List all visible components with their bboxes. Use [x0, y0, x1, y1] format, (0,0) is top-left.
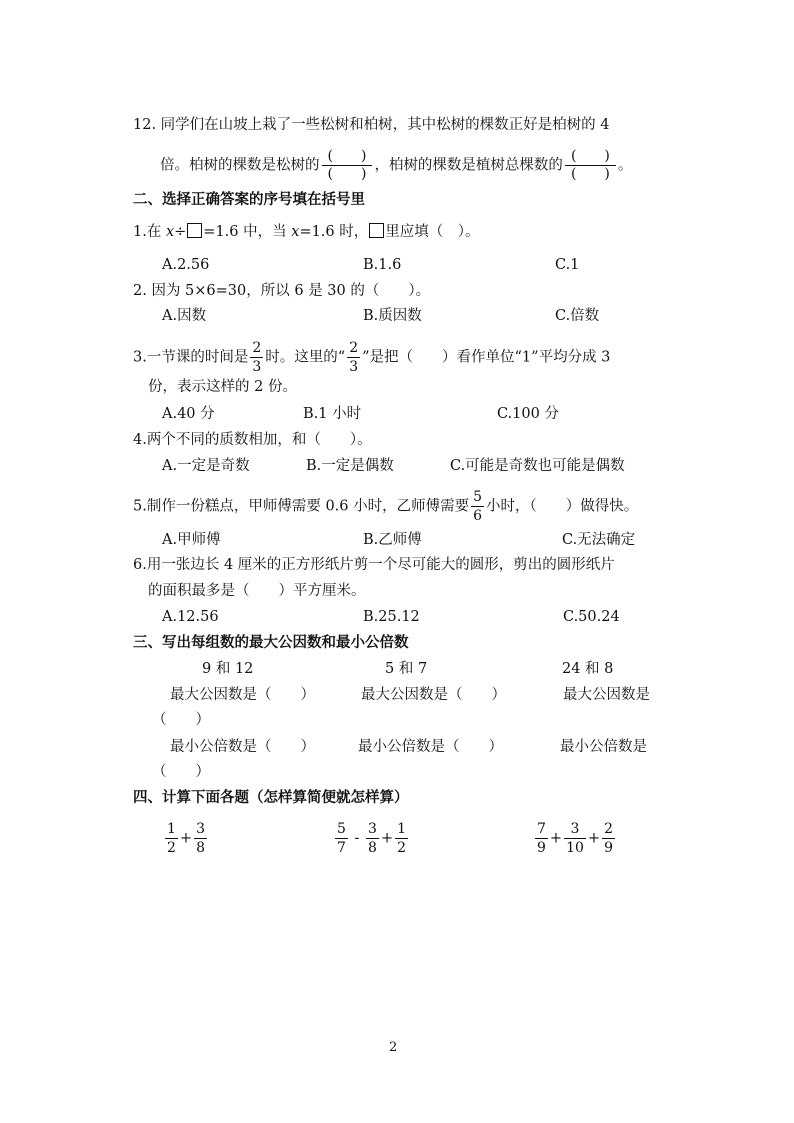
s2-q5-stem: 5.制作一份糕点，甲师傅需要 0.6 小时，乙师傅需要 $\frac{5}{6}$ 小时，（ ）做得快。 [133, 489, 639, 524]
s2-q6-stem-line2: 的面积最多是（ ）平方厘米。 [148, 583, 366, 599]
square-box-icon [187, 223, 202, 238]
q12-blank-fraction-1[interactable]: $\frac{( )}{( )}$ [322, 148, 373, 183]
s2-q3-stem-line2: 份，表示这样的 2 份。 [148, 379, 297, 395]
s2-q5-option-c[interactable]: C.无法确定 [562, 532, 636, 548]
s3-lcm-3[interactable]: 最小公倍数是 [560, 739, 647, 755]
s2-q2-option-a[interactable]: A.因数 [162, 308, 207, 324]
page-number: 2 [389, 1040, 398, 1055]
section-4-heading: 四、计算下面各题（怎样算简便就怎样算） [133, 789, 409, 806]
s2-q3-option-a[interactable]: A.40 分 [162, 406, 215, 422]
s3-group-3: 24 和 8 [562, 661, 614, 677]
s3-lcm-1[interactable]: 最小公倍数是（ ） [170, 739, 315, 755]
s2-q5-option-a[interactable]: A.甲师傅 [162, 532, 221, 548]
s3-gcd-1[interactable]: 最大公因数是（ ） [170, 687, 315, 703]
s3-gcd-2[interactable]: 最大公因数是（ ） [361, 687, 506, 703]
square-box-icon [369, 223, 384, 238]
s2-q4-option-a[interactable]: A.一定是奇数 [162, 458, 250, 474]
section-3-heading: 三、写出每组数的最大公因数和最小公倍数 [133, 634, 409, 651]
fraction-five-sixths: $\frac{5}{6}$ [473, 489, 483, 524]
fraction-two-thirds: $\frac{2}{3}$ [252, 340, 262, 375]
s3-gcd-3[interactable]: 最大公因数是 [563, 687, 650, 703]
s2-q4-option-c[interactable]: C.可能是奇数也可能是偶数 [450, 458, 625, 474]
s2-q3-option-c[interactable]: C.100 分 [497, 406, 559, 422]
s2-q1-option-c[interactable]: C.1 [555, 257, 580, 273]
s2-q6-option-c[interactable]: C.50.24 [563, 609, 620, 625]
s2-q1-option-a[interactable]: A.2.56 [162, 257, 210, 273]
s2-q3-stem: 3.一节课的时间是 $\frac{2}{3}$ 时。这里的“ $\frac{2}{3}$ ”是把（ ）看作单位“1”平均分成 3 [133, 340, 611, 375]
s2-q1-option-b[interactable]: B.1.6 [363, 257, 402, 273]
s2-q4-option-b[interactable]: B.一定是偶数 [306, 458, 394, 474]
s4-expression-1: $\frac{1}{2}$ + $\frac{3}{8}$ [167, 821, 205, 856]
s2-q5-option-b[interactable]: B.乙师傅 [363, 532, 422, 548]
s2-q4-stem: 4.两个不同的质数相加，和（ ）。 [133, 432, 372, 448]
s2-q2-option-b[interactable]: B.质因数 [363, 308, 422, 324]
q12-line1: 12. 同学们在山坡上栽了一些松树和柏树，其中松树的棵数正好是柏树的 4 [133, 117, 610, 133]
s2-q2-stem: 2. 因为 5×6=30，所以 6 是 30 的（ ）。 [133, 283, 431, 299]
s3-group-1: 9 和 12 [202, 661, 254, 677]
s2-q2-option-c[interactable]: C.倍数 [555, 308, 600, 324]
s2-q6-stem: 6.用一张边长 4 厘米的正方形纸片剪一个尽可能大的圆形，剪出的圆形纸片 [133, 557, 615, 573]
s4-expression-3: $\frac{7}{9}$ + $\frac{3}{10}$ + $\frac{2}{9}$ [537, 821, 613, 856]
s2-q6-option-b[interactable]: B.25.12 [363, 609, 420, 625]
s3-gcd-3-wrap[interactable]: （ ） [152, 712, 210, 728]
s2-q1-stem: 1.在 x÷ =1.6 中，当 x=1.6 时， 里应填（ ）。 [133, 224, 480, 240]
q12-line2: 倍。柏树的棵数是松树的 $\frac{( )}{( )}$ ，柏树的棵数是植树总棵数的 $\frac{( )}{( )}$ 。 [160, 148, 633, 182]
s2-q6-option-a[interactable]: A.12.56 [162, 609, 219, 625]
s4-expression-2: $\frac{5}{7}$ - $\frac{3}{8}$ + $\frac{1}{2}$ [337, 821, 407, 856]
s2-q3-option-b[interactable]: B.1 小时 [303, 406, 362, 422]
s3-group-2: 5 和 7 [385, 661, 428, 677]
fraction-two-thirds: $\frac{2}{3}$ [349, 340, 359, 375]
s3-lcm-3-wrap[interactable]: （ ） [152, 764, 210, 780]
section-2-heading: 二、选择正确答案的序号填在括号里 [133, 191, 365, 208]
s3-lcm-2[interactable]: 最小公倍数是（ ） [358, 739, 503, 755]
q12-blank-fraction-2[interactable]: $\frac{( )}{( )}$ [565, 148, 616, 183]
